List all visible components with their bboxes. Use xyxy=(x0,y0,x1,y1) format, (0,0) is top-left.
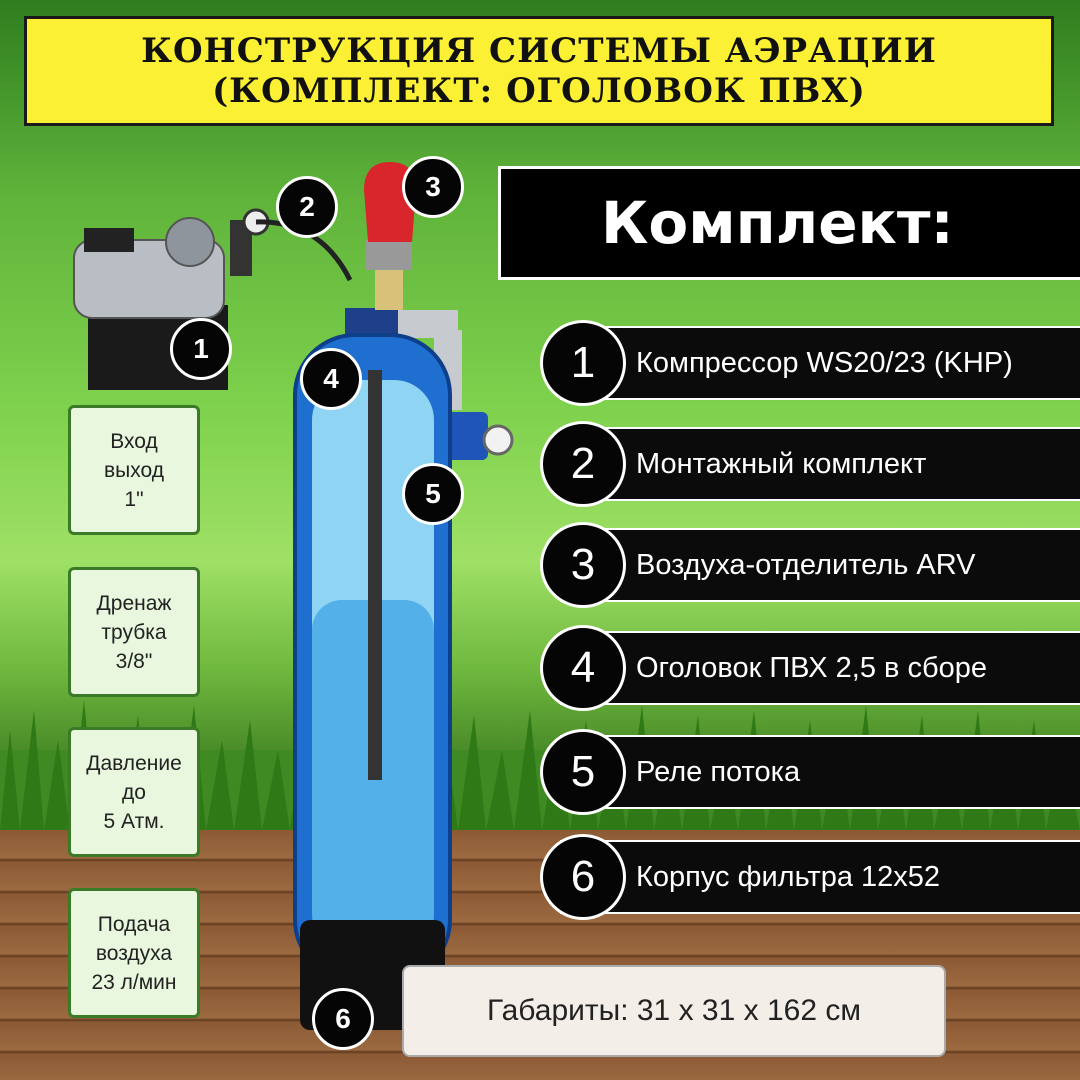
spec-line: до xyxy=(122,780,146,804)
kit-item-label: Оголовок ПВХ 2,5 в сборе xyxy=(636,652,987,684)
kit-item-number: 2 xyxy=(540,421,626,507)
kit-item xyxy=(560,528,1080,602)
marker-5: 5 xyxy=(402,463,464,525)
kit-item-number: 3 xyxy=(540,522,626,608)
kit-item-number: 5 xyxy=(540,729,626,815)
dimensions-box xyxy=(402,965,946,1057)
spec-line: выход xyxy=(104,458,164,482)
marker-4: 4 xyxy=(300,348,362,410)
dimensions-text: Габариты: 31 x 31 x 162 см xyxy=(487,994,861,1027)
spec-line: Давление xyxy=(86,751,182,775)
kit-item-number: 6 xyxy=(540,834,626,920)
spec-line: трубка xyxy=(101,620,167,644)
kit-item xyxy=(560,326,1080,400)
kit-item-number: 1 xyxy=(540,320,626,406)
title-line-1: КОНСТРУКЦИЯ СИСТЕМЫ АЭРАЦИИ xyxy=(141,31,937,71)
kit-heading: Комплект: xyxy=(601,189,954,257)
spec-line: 23 л/мин xyxy=(91,970,177,994)
spec-line: Дренаж xyxy=(96,591,172,615)
kit-item-number: 4 xyxy=(540,625,626,711)
spec-card-pressure xyxy=(68,727,200,857)
marker-1: 1 xyxy=(170,318,232,380)
marker-3: 3 xyxy=(402,156,464,218)
title-banner xyxy=(24,16,1054,126)
spec-card-air-supply xyxy=(68,888,200,1018)
kit-item xyxy=(560,735,1080,809)
spec-line: 1" xyxy=(124,487,144,511)
kit-heading-panel xyxy=(498,166,1080,280)
marker-2: 2 xyxy=(276,176,338,238)
kit-item-label: Реле потока xyxy=(636,756,801,788)
kit-item xyxy=(560,427,1080,501)
kit-item-label: Компрессор WS20/23 (KHP) xyxy=(636,347,1013,379)
kit-item-label: Воздуха-отделитель ARV xyxy=(636,549,976,581)
kit-item xyxy=(560,631,1080,705)
kit-item xyxy=(560,840,1080,914)
spec-line: Вход xyxy=(110,429,158,453)
kit-item-label: Корпус фильтра 12x52 xyxy=(636,861,941,893)
spec-line: 5 Атм. xyxy=(103,809,165,833)
title-line-2: (КОМПЛЕКТ: ОГОЛОВОК ПВХ) xyxy=(212,71,866,111)
marker-6: 6 xyxy=(312,988,374,1050)
spec-line: 3/8" xyxy=(115,649,153,673)
aeration-tube xyxy=(368,370,382,780)
spec-line: воздуха xyxy=(95,941,173,965)
spec-card-inlet xyxy=(68,405,200,535)
spec-line: Подача xyxy=(97,912,171,936)
kit-item-label: Монтажный комплект xyxy=(636,448,927,480)
spec-card-drain xyxy=(68,567,200,697)
